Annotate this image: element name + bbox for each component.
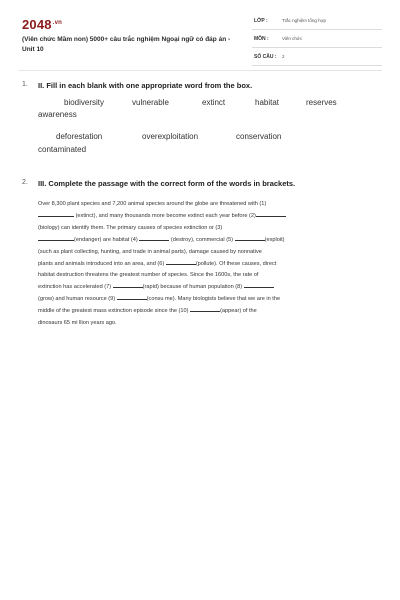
passage-fragment: plants and animals introduced into an area, and (6) (38, 260, 165, 267)
answer-blank[interactable] (190, 306, 220, 312)
word-item: contaminated (38, 145, 87, 154)
answer-blank[interactable] (235, 235, 265, 241)
question-number: 1. (22, 81, 28, 88)
answer-blank[interactable] (139, 235, 169, 241)
question-title: II. Fill in each blank with one appropriate word from the box. (38, 81, 253, 90)
passage-fragment: middle of the greatest mass extinction episode since the (10) (38, 308, 189, 315)
word-item: habitat (255, 98, 280, 107)
document-title: (Viên chức Mầm non) 5000+ câu trắc nghiệm Ngoại ngữ có đáp án - Unit 10 (22, 36, 231, 53)
answer-blank[interactable] (113, 282, 143, 288)
meta-row-class (252, 16, 382, 30)
meta-row-subject (252, 34, 382, 48)
answer-blank[interactable] (166, 259, 196, 265)
passage-fragment: (endanger) are habitat (4) (74, 236, 138, 243)
answer-blank[interactable] (256, 211, 286, 217)
answer-blank[interactable] (117, 294, 147, 300)
answer-blank[interactable] (244, 282, 274, 288)
passage-fragment: dinosaurs 65 mi llion years ago. (38, 320, 117, 327)
passage-fragment: extinction has accelerated (7) (38, 284, 112, 291)
meta-value: Trắc nghiệm tổng hợp (282, 18, 327, 23)
word-item: deforestation (56, 132, 103, 141)
document-meta (252, 16, 382, 70)
word-item: reserves (306, 98, 337, 107)
passage-fragment: (grow) and human resource (9) (38, 296, 116, 303)
meta-value: 2 (282, 54, 285, 59)
question-number: 2. (22, 179, 28, 186)
word-item: vulnerable (132, 98, 169, 107)
passage-fragment: (rapid) because of human population (8) (142, 284, 243, 291)
meta-label: SỐ CÂU : (254, 54, 277, 60)
passage-fragment: (consu me). Many biologists believe that we are in the (146, 296, 281, 303)
meta-label: MÔN : (254, 36, 269, 42)
passage-fragment: Over 8,300 plant species and 7,200 animal species around the globe are threatened with (1) (38, 201, 267, 207)
page-header (0, 0, 400, 70)
passage-fragment: (biology) can identify them. The primary causes of species extinction or (3) (38, 224, 223, 231)
meta-value: Viên chức (282, 36, 303, 41)
passage-fragment: (appear) of the (220, 308, 257, 315)
word-item: awareness (38, 110, 77, 119)
passage-fragment: (pollute). Of these causes, direct (195, 260, 277, 267)
answer-blank[interactable] (38, 211, 74, 217)
word-item: conservation (236, 132, 282, 141)
passage-fragment: (extinct), and many thousands more become extinct each year before (2) (75, 212, 256, 219)
header-divider (18, 70, 382, 71)
meta-row-count (252, 52, 382, 66)
meta-label: LỚP : (254, 18, 268, 24)
passage-fragment: (such as plant collecting, hunting, and trade in animal parts), damage caused by nonnative (38, 248, 262, 255)
question-title: III. Complete the passage with the correct form of the words in brackets. (38, 179, 296, 188)
logo-text: 2048 (22, 17, 52, 32)
passage-fragment: habitat destruction threatens the greatest number of species. Since the 1600s, the rate of (38, 272, 259, 279)
passage-text (38, 199, 380, 330)
passage-fragment: (destroy), commercial (5) (170, 236, 234, 243)
word-item: overexploitation (142, 132, 199, 141)
logo-suffix: .vn (52, 20, 63, 26)
answer-blank[interactable] (38, 235, 74, 241)
word-item: extinct (202, 98, 226, 107)
word-item: biodiversity (64, 98, 105, 107)
site-logo[interactable] (22, 17, 62, 32)
passage-fragment: (exploit) (264, 236, 285, 243)
